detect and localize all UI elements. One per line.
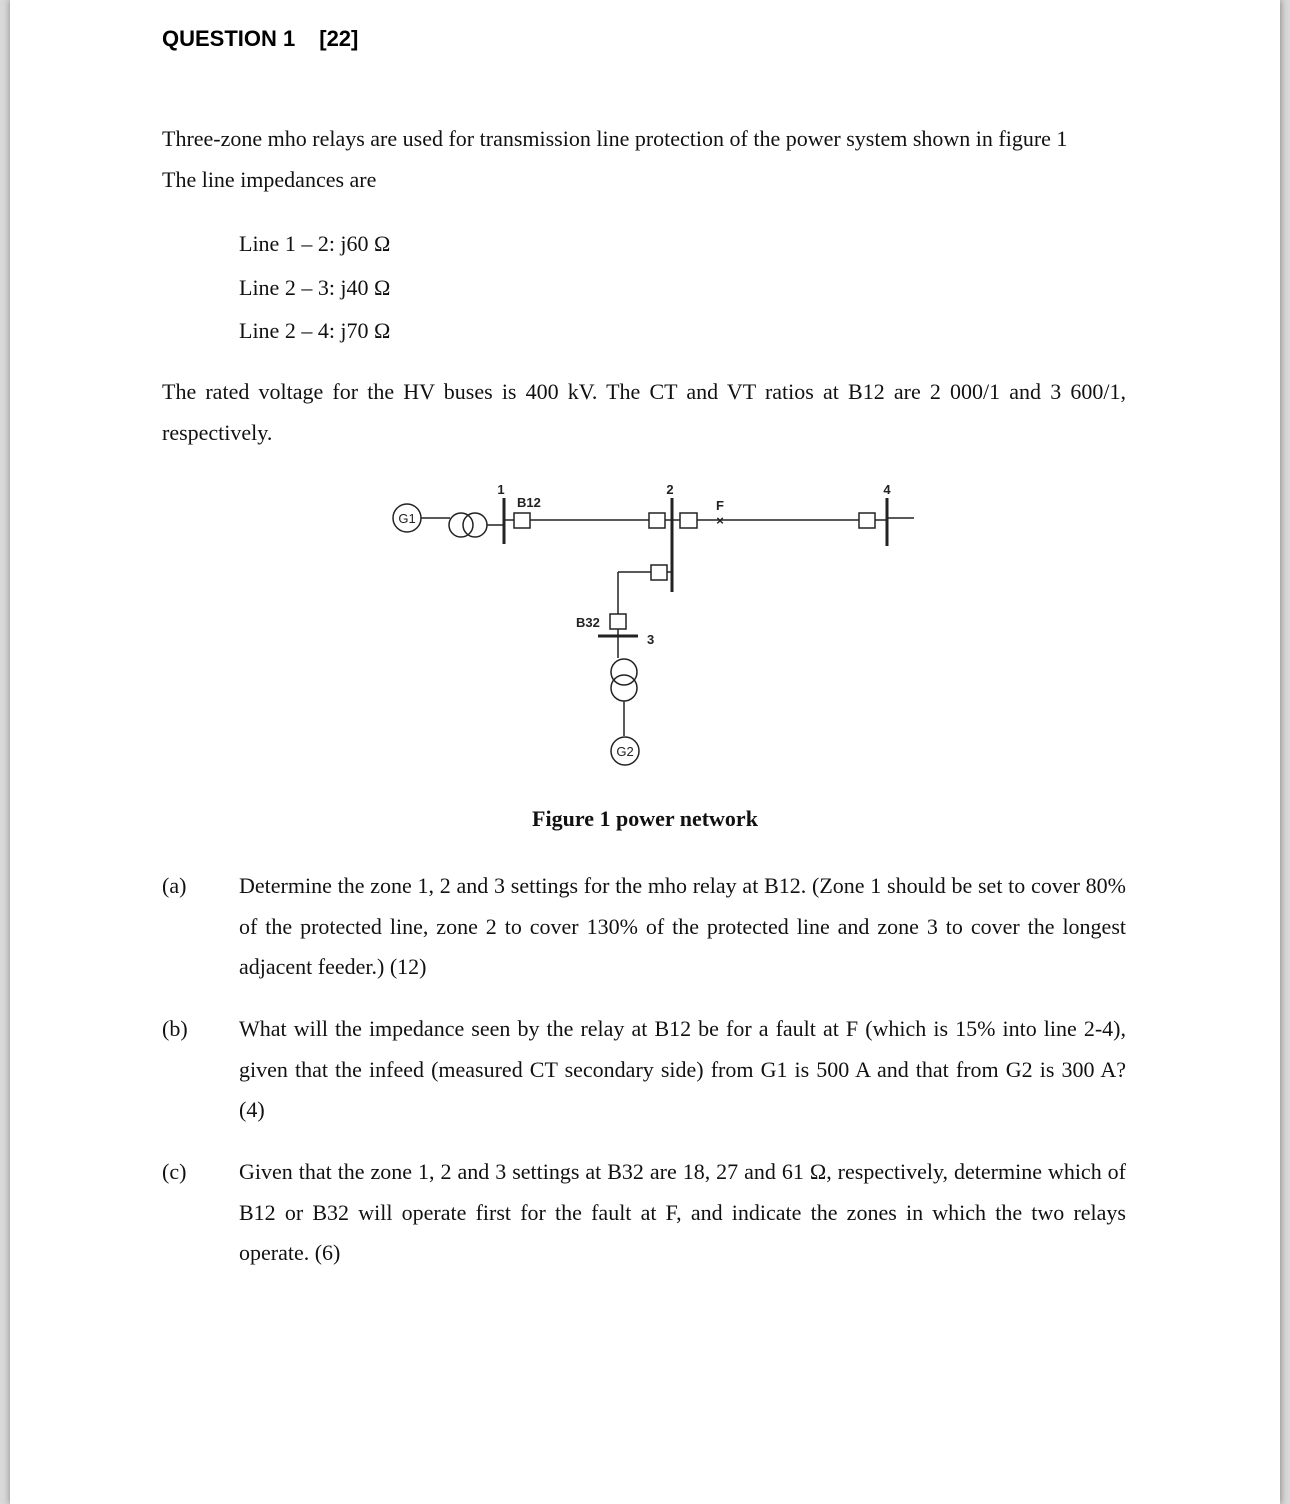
breaker-4-2 — [859, 513, 875, 528]
question-title: QUESTION 1 — [162, 26, 296, 51]
impedance-line-2-3: Line 2 – 3: j40 Ω — [239, 274, 391, 300]
question-a-label: (a) — [162, 873, 187, 898]
transformer-2-upper-winding — [611, 659, 637, 685]
power-network-diagram — [372, 470, 932, 780]
question-c-text: Given that the zone 1, 2 and 3 settings at B32 are 18, 27 and 61 Ω, respectively, determine which of B12 or B32 will operate first for the fault at F, and indicate the zones in which the two relays operate. (6) — [239, 1159, 1126, 1265]
question-b-label: (b) — [162, 1016, 188, 1041]
question-c-label: (c) — [162, 1159, 187, 1184]
figure-caption: Figure 1 power network — [532, 806, 758, 831]
question-marks: [22] — [319, 26, 359, 51]
b32-label: B32 — [576, 615, 600, 630]
breaker-b32 — [610, 614, 626, 629]
breaker-2-4 — [680, 513, 697, 528]
b12-label: B12 — [517, 495, 541, 510]
fault-label: F — [716, 498, 724, 513]
intro-line-1: Three-zone mho relays are used for transmission line protection of the power system shown in figure 1 — [162, 126, 1068, 151]
breaker-2-3 — [651, 565, 667, 580]
g1-label: G1 — [398, 511, 416, 526]
bus-4-label: 4 — [883, 482, 891, 497]
breaker-2-1 — [649, 513, 665, 528]
breaker-b12 — [514, 513, 530, 528]
question-heading — [162, 26, 358, 52]
transformer-1-left-winding — [449, 513, 473, 537]
impedance-line-2-4: Line 2 – 4: j70 Ω — [239, 318, 391, 343]
fault-marker: × — [716, 513, 724, 528]
ratings-paragraph: The rated voltage for the HV buses is 400 kV. The CT and VT ratios at B12 are 2 000/1 and 3 600/1, respectively. — [162, 379, 1126, 445]
impedance-list — [239, 222, 390, 353]
bus-2-label: 2 — [666, 482, 674, 497]
g2-label: G2 — [616, 744, 634, 759]
intro-paragraph — [162, 119, 1126, 200]
bus-1-label: 1 — [497, 482, 505, 497]
impedance-line-1-2: Line 1 – 2: j60 Ω — [239, 231, 391, 256]
question-b-text: What will the impedance seen by the relay at B12 be for a fault at F (which is 15% into line 2-4), given that the infeed (measured CT secondary side) from G1 is 500 A and that from G2 is 300 A? (4) — [239, 1016, 1126, 1122]
intro-line-2: The line impedances are — [162, 166, 377, 192]
question-a-text: Determine the zone 1, 2 and 3 settings for the mho relay at B12. (Zone 1 should be set to cover 80% of the protected line, zone 2 to cover 130% of the protected line and zone 3 to cover the longest adjacent feeder.) (12) — [239, 873, 1126, 979]
document-page — [10, 0, 1280, 1504]
bus-3-label: 3 — [647, 632, 655, 647]
transformer-2-lower-winding — [611, 675, 637, 701]
transformer-1-right-winding — [463, 513, 487, 537]
